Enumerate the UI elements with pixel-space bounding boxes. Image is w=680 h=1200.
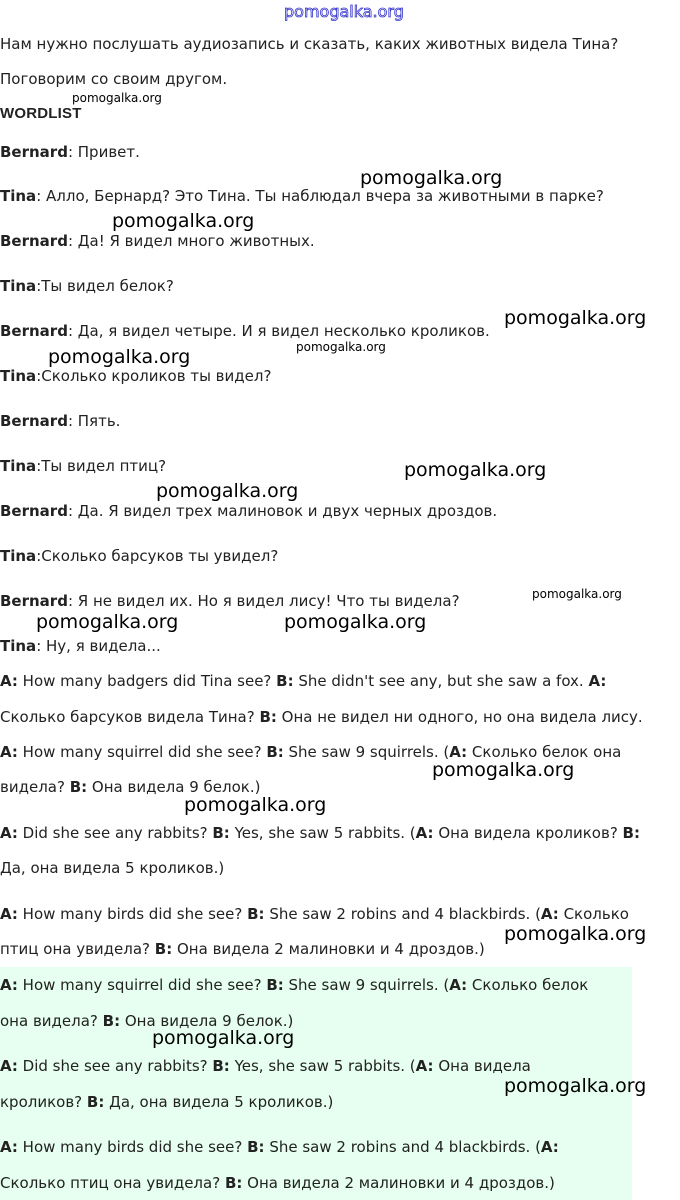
watermark: pomogalka.org: [504, 923, 647, 945]
speaker-name: Tina: [0, 457, 37, 475]
dialogue-text: Ты видел птиц?: [41, 457, 167, 475]
speaker-name: Tina: [0, 187, 37, 205]
dialogue-text: Алло, Бернард? Это Тина. Ты наблюдал вчера за животными в парке?: [46, 187, 604, 205]
watermark: pomogalka.org: [112, 210, 255, 232]
qa-line: она видела? B: Она видела 9 белок.): [0, 1012, 294, 1030]
qa-line: видела? B: Она видела 9 белок.): [0, 778, 261, 796]
watermark: pomogalka.org: [296, 340, 386, 354]
dialogue-line: Bernard: Да! Я видел много животных.: [0, 232, 315, 250]
dialogue-text: Пять.: [77, 412, 121, 430]
qa-line: A: How many squirrel did she see? B: She saw 9 squirrels. (A: Сколько белок: [0, 976, 589, 994]
intro-question: Нам нужно послушать аудиозапись и сказать, каких животных видела Тина?: [0, 35, 619, 53]
watermark: pomogalka.org: [532, 587, 622, 601]
dialogue-line: Tina:Ты видел птиц?: [0, 457, 167, 475]
dialogue-line: Bernard: Я не видел их. Но я видел лису! Что ты видела?: [0, 592, 460, 610]
dialogue-text: Да, я видел четыре. И я видел несколько кроликов.: [77, 322, 490, 340]
speaker-name: Bernard: [0, 502, 68, 520]
dialogue-line: Bernard: Да, я видел четыре. И я видел несколько кроликов.: [0, 322, 490, 340]
dialogue-line: Tina: Алло, Бернард? Это Тина. Ты наблюдал вчера за животными в парке?: [0, 187, 604, 205]
qa-line: Да, она видела 5 кроликов.): [0, 859, 225, 877]
dialogue-line: Bernard: Привет.: [0, 143, 140, 161]
qa-line: Сколько птиц она увидела? B: Она видела 2 малиновки и 4 дроздов.): [0, 1174, 555, 1192]
qa-line: кроликов? B: Да, она видела 5 кроликов.): [0, 1093, 334, 1111]
wordlist-heading: WORDLIST: [0, 105, 82, 122]
watermark: pomogalka.org: [360, 167, 503, 189]
qa-line: A: Did she see any rabbits? B: Yes, she saw 5 rabbits. (A: Она видела кроликов? B:: [0, 824, 640, 842]
dialogue-text: Я не видел их. Но я видел лису! Что ты видела?: [77, 592, 460, 610]
qa-line: A: How many birds did she see? B: She saw 2 robins and 4 blackbirds. (A:: [0, 1138, 559, 1156]
qa-line: A: How many birds did she see? B: She saw 2 robins and 4 blackbirds. (A: Сколько: [0, 905, 629, 923]
watermark: pomogalka.org: [504, 307, 647, 329]
speaker-name: Tina: [0, 367, 37, 385]
watermark: pomogalka.org: [504, 1075, 647, 1097]
dialogue-line: Tina:Сколько барсуков ты увидел?: [0, 547, 279, 565]
watermark: pomogalka.org: [36, 611, 179, 633]
intro-instruction: Поговорим со своим другом.: [0, 70, 228, 88]
dialogue-text: Привет.: [77, 143, 140, 161]
qa-line: Сколько барсуков видела Тина? B: Она не видел ни одного, но она видела лису.: [0, 708, 643, 726]
watermark: pomogalka.org: [152, 1027, 295, 1049]
speaker-name: Bernard: [0, 322, 68, 340]
dialogue-line: Tina:Сколько кроликов ты видел?: [0, 367, 272, 385]
dialogue-line: Tina: Ну, я видела...: [0, 637, 161, 655]
dialogue-text: Ну, я видела...: [46, 637, 161, 655]
dialogue-text: Сколько кроликов ты видел?: [41, 367, 272, 385]
dialogue-line: Bernard: Да. Я видел трех малиновок и двух черных дроздов.: [0, 502, 498, 520]
dialogue-line: Tina:Ты видел белок?: [0, 277, 174, 295]
watermark: pomogalka.org: [432, 759, 575, 781]
qa-line: A: How many badgers did Tina see? B: She didn't see any, but she saw a fox. A:: [0, 672, 607, 690]
watermark: pomogalka.org: [72, 91, 162, 105]
speaker-name: Tina: [0, 637, 37, 655]
watermark: pomogalka.org: [184, 794, 327, 816]
speaker-name: Bernard: [0, 592, 68, 610]
dialogue-text: Да. Я видел трех малиновок и двух черных дроздов.: [77, 502, 498, 520]
qa-line: A: Did she see any rabbits? B: Yes, she saw 5 rabbits. (A: Она видела: [0, 1057, 531, 1075]
speaker-name: Bernard: [0, 232, 68, 250]
speaker-name: Tina: [0, 547, 37, 565]
speaker-name: Tina: [0, 277, 37, 295]
dialogue-text: Ты видел белок?: [41, 277, 174, 295]
dialogue-text: Да! Я видел много животных.: [77, 232, 315, 250]
watermark: pomogalka.org: [284, 611, 427, 633]
qa-line: птиц она увидела? B: Она видела 2 малиновки и 4 дроздов.): [0, 940, 485, 958]
speaker-name: Bernard: [0, 412, 68, 430]
dialogue-line: Bernard: Пять.: [0, 412, 121, 430]
watermark: pomogalka.org: [404, 459, 547, 481]
watermark: pomogalka.org: [156, 480, 299, 502]
dialogue-text: Сколько барсуков ты увидел?: [41, 547, 279, 565]
watermark: pomogalka.org: [48, 346, 191, 368]
qa-line: A: How many squirrel did she see? B: She saw 9 squirrels. (A: Сколько белок она: [0, 743, 622, 761]
watermark-top: pomogalka.org: [284, 2, 404, 21]
speaker-name: Bernard: [0, 143, 68, 161]
